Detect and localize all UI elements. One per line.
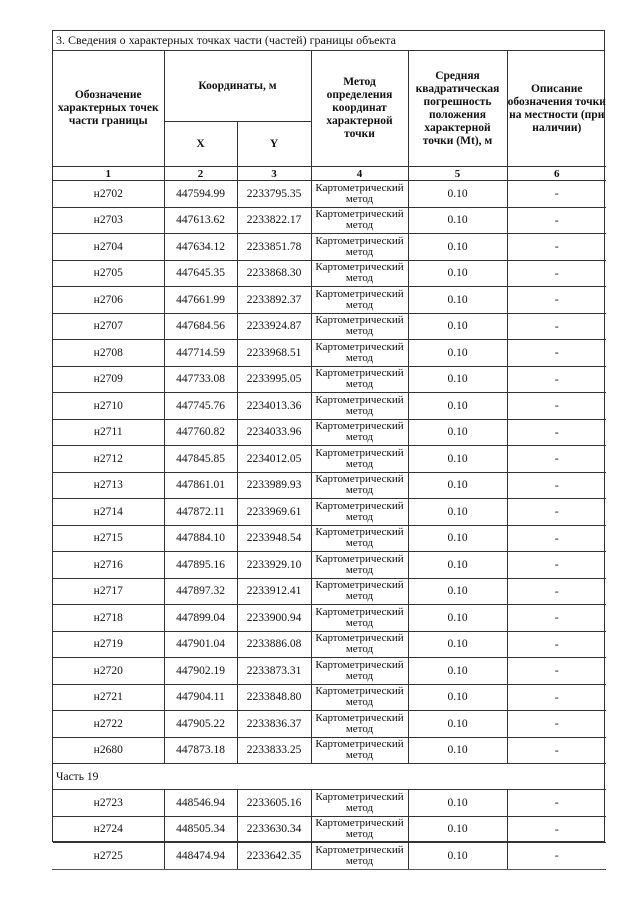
table-row (53, 446, 606, 473)
description-cell: - (507, 578, 606, 605)
table-row (53, 605, 606, 632)
column-number: 4 (311, 167, 408, 181)
method-cell: Картометрический метод (311, 446, 408, 473)
description-cell: - (507, 313, 606, 340)
point-id-cell: н2708 (53, 340, 164, 367)
description-cell: - (507, 260, 606, 287)
mean-error-cell: 0.10 (408, 711, 507, 738)
mean-error-cell: 0.10 (408, 181, 507, 208)
y-coordinate-cell: 2233892.37 (237, 287, 311, 314)
header-row-numbers (53, 167, 606, 181)
table-row (53, 499, 606, 526)
point-id-cell: н2717 (53, 578, 164, 605)
method-cell: Картометрический метод (311, 684, 408, 711)
method-cell: Картометрический метод (311, 816, 408, 843)
mean-error-cell: 0.10 (408, 525, 507, 552)
column-number: 6 (507, 167, 606, 181)
y-coordinate-cell: 2233886.08 (237, 631, 311, 658)
x-coordinate-cell: 448474.94 (164, 843, 237, 870)
method-cell: Картометрический метод (311, 631, 408, 658)
method-cell: Картометрический метод (311, 578, 408, 605)
column-number: 2 (164, 167, 237, 181)
point-id-cell: н2714 (53, 499, 164, 526)
method-cell: Картометрический метод (311, 393, 408, 420)
x-coordinate-cell: 447745.76 (164, 393, 237, 420)
point-id-cell: н2709 (53, 366, 164, 393)
x-coordinate-cell: 447899.04 (164, 605, 237, 632)
y-coordinate-cell: 2233605.16 (237, 790, 311, 817)
description-cell: - (507, 658, 606, 685)
mean-error-cell: 0.10 (408, 631, 507, 658)
point-id-cell: н2722 (53, 711, 164, 738)
table-row (53, 472, 606, 499)
mean-error-cell: 0.10 (408, 658, 507, 685)
point-id-cell: н2713 (53, 472, 164, 499)
description-cell: - (507, 552, 606, 579)
table-row (53, 737, 606, 764)
mean-error-cell: 0.10 (408, 816, 507, 843)
mean-error-cell: 0.10 (408, 287, 507, 314)
page-bottom-rule (52, 869, 605, 870)
point-id-cell: н2712 (53, 446, 164, 473)
y-coordinate-cell: 2233969.61 (237, 499, 311, 526)
method-cell: Картометрический метод (311, 366, 408, 393)
x-coordinate-cell: 447645.35 (164, 260, 237, 287)
x-coordinate-cell: 447861.01 (164, 472, 237, 499)
method-cell: Картометрический метод (311, 658, 408, 685)
y-coordinate-cell: 2233924.87 (237, 313, 311, 340)
method-cell: Картометрический метод (311, 313, 408, 340)
method-cell: Картометрический метод (311, 843, 408, 870)
point-id-cell: н2707 (53, 313, 164, 340)
boundary-points-table (53, 51, 606, 870)
method-cell: Картометрический метод (311, 605, 408, 632)
y-coordinate-cell: 2233848.80 (237, 684, 311, 711)
mean-error-cell: 0.10 (408, 207, 507, 234)
table-row (53, 234, 606, 261)
mean-error-cell: 0.10 (408, 499, 507, 526)
description-cell: - (507, 843, 606, 870)
point-id-cell: н2704 (53, 234, 164, 261)
method-cell: Картометрический метод (311, 499, 408, 526)
method-cell: Картометрический метод (311, 287, 408, 314)
x-coordinate-cell: 447733.08 (164, 366, 237, 393)
part-row (53, 764, 606, 790)
description-cell: - (507, 711, 606, 738)
table-row (53, 711, 606, 738)
column-number: 5 (408, 167, 507, 181)
mean-error-cell: 0.10 (408, 393, 507, 420)
description-cell: - (507, 340, 606, 367)
mean-error-cell: 0.10 (408, 605, 507, 632)
method-cell: Картометрический метод (311, 419, 408, 446)
table-row (53, 525, 606, 552)
y-coordinate-cell: 2233642.35 (237, 843, 311, 870)
header-coordinates: Координаты, м (164, 51, 311, 122)
y-coordinate-cell: 2233833.25 (237, 737, 311, 764)
point-id-cell: н2706 (53, 287, 164, 314)
header-description: Описание обозначения точки на местности (при наличии) (507, 51, 606, 167)
x-coordinate-cell: 447873.18 (164, 737, 237, 764)
point-id-cell: н2716 (53, 552, 164, 579)
table-row (53, 313, 606, 340)
mean-error-cell: 0.10 (408, 790, 507, 817)
x-coordinate-cell: 447901.04 (164, 631, 237, 658)
points-group-b (53, 790, 606, 870)
column-number: 3 (237, 167, 311, 181)
x-coordinate-cell: 447760.82 (164, 419, 237, 446)
point-id-cell: н2723 (53, 790, 164, 817)
table-row (53, 260, 606, 287)
mean-error-cell: 0.10 (408, 340, 507, 367)
x-coordinate-cell: 447895.16 (164, 552, 237, 579)
x-coordinate-cell: 447902.19 (164, 658, 237, 685)
method-cell: Картометрический метод (311, 260, 408, 287)
x-coordinate-cell: 447905.22 (164, 711, 237, 738)
description-cell: - (507, 181, 606, 208)
header-row-main (53, 51, 606, 122)
method-cell: Картометрический метод (311, 525, 408, 552)
y-coordinate-cell: 2233851.78 (237, 234, 311, 261)
point-id-cell: н2702 (53, 181, 164, 208)
description-cell: - (507, 472, 606, 499)
mean-error-cell: 0.10 (408, 260, 507, 287)
description-cell: - (507, 737, 606, 764)
description-cell: - (507, 684, 606, 711)
description-cell: - (507, 631, 606, 658)
x-coordinate-cell: 447884.10 (164, 525, 237, 552)
y-coordinate-cell: 2233929.10 (237, 552, 311, 579)
table-row (53, 816, 606, 843)
header-x: X (164, 122, 237, 167)
header-method: Метод определения координат характерной точки (311, 51, 408, 167)
x-coordinate-cell: 447897.32 (164, 578, 237, 605)
description-cell: - (507, 446, 606, 473)
x-coordinate-cell: 447714.59 (164, 340, 237, 367)
mean-error-cell: 0.10 (408, 419, 507, 446)
table-row (53, 790, 606, 817)
description-cell: - (507, 207, 606, 234)
table-row (53, 287, 606, 314)
mean-error-cell: 0.10 (408, 366, 507, 393)
y-coordinate-cell: 2233948.54 (237, 525, 311, 552)
method-cell: Картометрический метод (311, 234, 408, 261)
x-coordinate-cell: 447661.99 (164, 287, 237, 314)
y-coordinate-cell: 2233900.94 (237, 605, 311, 632)
point-id-cell: н2680 (53, 737, 164, 764)
method-cell: Картометрический метод (311, 737, 408, 764)
x-coordinate-cell: 447904.11 (164, 684, 237, 711)
mean-error-cell: 0.10 (408, 684, 507, 711)
header-y: Y (237, 122, 311, 167)
table-row (53, 658, 606, 685)
point-id-cell: н2710 (53, 393, 164, 420)
boundary-points-section (52, 30, 606, 867)
point-id-cell: н2711 (53, 419, 164, 446)
point-id-cell: н2720 (53, 658, 164, 685)
y-coordinate-cell: 2233795.35 (237, 181, 311, 208)
mean-error-cell: 0.10 (408, 578, 507, 605)
y-coordinate-cell: 2234012.05 (237, 446, 311, 473)
section-title: 3. Сведения о характерных точках части (частей) границы объекта (53, 31, 604, 51)
y-coordinate-cell: 2233630.34 (237, 816, 311, 843)
table-row (53, 552, 606, 579)
description-cell: - (507, 605, 606, 632)
table-row (53, 393, 606, 420)
point-id-cell: н2718 (53, 605, 164, 632)
point-id-cell: н2705 (53, 260, 164, 287)
mean-error-cell: 0.10 (408, 234, 507, 261)
mean-error-cell: 0.10 (408, 552, 507, 579)
description-cell: - (507, 790, 606, 817)
description-cell: - (507, 287, 606, 314)
description-cell: - (507, 393, 606, 420)
description-cell: - (507, 366, 606, 393)
table-row (53, 631, 606, 658)
description-cell: - (507, 234, 606, 261)
method-cell: Картометрический метод (311, 207, 408, 234)
table-row (53, 684, 606, 711)
table-row (53, 207, 606, 234)
x-coordinate-cell: 447613.62 (164, 207, 237, 234)
x-coordinate-cell: 448546.94 (164, 790, 237, 817)
table-row (53, 578, 606, 605)
y-coordinate-cell: 2233995.05 (237, 366, 311, 393)
y-coordinate-cell: 2233873.31 (237, 658, 311, 685)
column-number: 1 (53, 167, 164, 181)
point-id-cell: н2719 (53, 631, 164, 658)
y-coordinate-cell: 2233868.30 (237, 260, 311, 287)
method-cell: Картометрический метод (311, 472, 408, 499)
mean-error-cell: 0.10 (408, 472, 507, 499)
part-group (53, 764, 606, 790)
point-id-cell: н2724 (53, 816, 164, 843)
x-coordinate-cell: 447634.12 (164, 234, 237, 261)
table-row (53, 340, 606, 367)
point-id-cell: н2703 (53, 207, 164, 234)
table-row (53, 843, 606, 870)
mean-error-cell: 0.10 (408, 737, 507, 764)
y-coordinate-cell: 2233989.93 (237, 472, 311, 499)
x-coordinate-cell: 447845.85 (164, 446, 237, 473)
y-coordinate-cell: 2233836.37 (237, 711, 311, 738)
point-id-cell: н2721 (53, 684, 164, 711)
method-cell: Картометрический метод (311, 181, 408, 208)
point-id-cell: н2725 (53, 843, 164, 870)
description-cell: - (507, 816, 606, 843)
points-group-a (53, 181, 606, 764)
method-cell: Картометрический метод (311, 790, 408, 817)
y-coordinate-cell: 2234033.96 (237, 419, 311, 446)
mean-error-cell: 0.10 (408, 446, 507, 473)
part-label: Часть 19 (53, 764, 606, 790)
x-coordinate-cell: 447684.56 (164, 313, 237, 340)
mean-error-cell: 0.10 (408, 843, 507, 870)
table-row (53, 419, 606, 446)
x-coordinate-cell: 447594.99 (164, 181, 237, 208)
header-point-designation: Обозначение характерных точек части границы (53, 51, 164, 167)
y-coordinate-cell: 2233822.17 (237, 207, 311, 234)
mean-error-cell: 0.10 (408, 313, 507, 340)
method-cell: Картометрический метод (311, 552, 408, 579)
y-coordinate-cell: 2234013.36 (237, 393, 311, 420)
y-coordinate-cell: 2233912.41 (237, 578, 311, 605)
x-coordinate-cell: 448505.34 (164, 816, 237, 843)
method-cell: Картометрический метод (311, 711, 408, 738)
x-coordinate-cell: 447872.11 (164, 499, 237, 526)
method-cell: Картометрический метод (311, 340, 408, 367)
y-coordinate-cell: 2233968.51 (237, 340, 311, 367)
description-cell: - (507, 525, 606, 552)
table-row (53, 181, 606, 208)
description-cell: - (507, 419, 606, 446)
description-cell: - (507, 499, 606, 526)
point-id-cell: н2715 (53, 525, 164, 552)
table-row (53, 366, 606, 393)
header-mean-error: Средняя квадратическая погрешность положения характерной точки (Mt), м (408, 51, 507, 167)
